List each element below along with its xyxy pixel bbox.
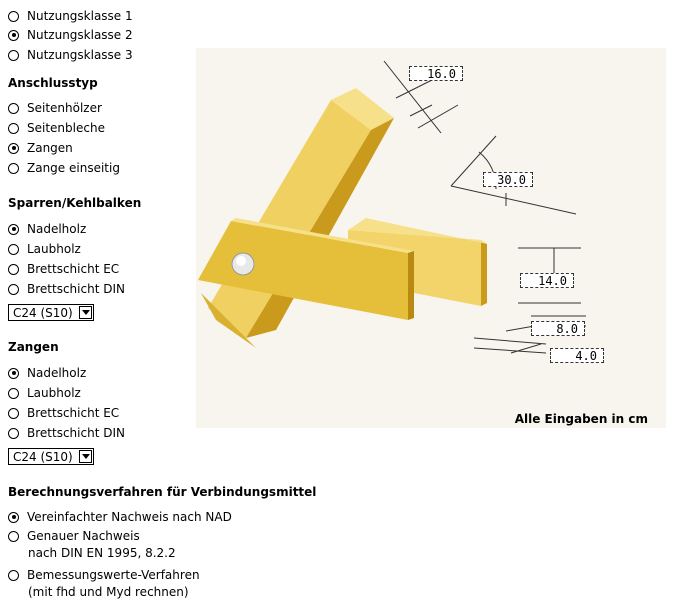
radio-circle[interactable] — [8, 428, 19, 439]
radio-seitenbleche[interactable] — [8, 120, 105, 136]
radio-label: Bemessungswerte-Verfahren — [27, 568, 200, 582]
dimension-value: 4.0 — [575, 348, 597, 363]
radio-circle[interactable] — [8, 11, 19, 22]
radio-label: Nutzungsklasse 2 — [27, 28, 133, 42]
anschlusstyp-heading: Anschlusstyp — [8, 76, 98, 90]
radio-vereinfachter-nachweis[interactable] — [8, 509, 232, 525]
radio-circle[interactable] — [8, 531, 19, 542]
zangen-heading: Zangen — [8, 340, 59, 354]
radio-label: Nutzungsklasse 3 — [27, 48, 133, 62]
radio-bemessungswerte-verfahren[interactable] — [8, 567, 200, 583]
radio-label: Laubholz — [27, 386, 81, 400]
radio-zangen-brettschicht-din[interactable] — [8, 425, 125, 441]
radio-circle[interactable] — [8, 388, 19, 399]
radio-label: Seitenhölzer — [27, 101, 102, 115]
radio-label: Zange einseitig — [27, 161, 120, 175]
radio-label: Genauer Nachweis — [27, 529, 140, 543]
sparren-heading: Sparren/Kehlbalken — [8, 196, 142, 210]
radio-circle[interactable] — [8, 163, 19, 174]
radio-label: Laubholz — [27, 242, 81, 256]
radio-label: Seitenbleche — [27, 121, 105, 135]
radio-circle[interactable] — [8, 512, 19, 523]
radio-sparren-nadelholz[interactable] — [8, 221, 86, 237]
radio-circle[interactable] — [8, 408, 19, 419]
radio-label: Brettschicht DIN — [27, 426, 125, 440]
radio-sparren-brettschicht-ec[interactable] — [8, 261, 119, 277]
radio-label: Brettschicht EC — [27, 406, 120, 420]
radio-circle[interactable] — [8, 224, 19, 235]
timber-illustration — [196, 48, 666, 428]
radio-label: Zangen — [27, 141, 73, 155]
dimension-value: 8.0 — [556, 321, 578, 336]
radio-label: Nutzungsklasse 1 — [27, 9, 133, 23]
zangen-material-select[interactable] — [8, 448, 94, 465]
dimension-value: 30.0 — [497, 172, 526, 187]
connection-diagram — [196, 48, 666, 428]
radio-circle[interactable] — [8, 284, 19, 295]
input-dimension-4[interactable] — [550, 348, 604, 363]
radio-label: Nadelholz — [27, 222, 87, 236]
radio-zangen-brettschicht-ec[interactable] — [8, 405, 119, 421]
dimension-value: 14.0 — [538, 273, 567, 288]
radio-label: Brettschicht EC — [27, 262, 120, 276]
input-dimension-16[interactable] — [409, 66, 463, 81]
input-dimension-14[interactable] — [520, 273, 574, 288]
radio-label: Brettschicht DIN — [27, 282, 125, 296]
radio-circle[interactable] — [8, 143, 19, 154]
select-value: C24 (S10) — [13, 449, 73, 464]
select-value: C24 (S10) — [13, 305, 73, 320]
bemessungswerte-subtext: (mit fhd und Myd rechnen) — [28, 585, 189, 599]
dimension-value: 16.0 — [427, 66, 456, 81]
radio-zangen[interactable] — [8, 140, 73, 156]
radio-label: Vereinfachter Nachweis nach NAD — [27, 510, 232, 524]
radio-circle[interactable] — [8, 264, 19, 275]
radio-label: Nadelholz — [27, 366, 87, 380]
bolt-icon — [232, 253, 254, 275]
radio-sparren-laubholz[interactable] — [8, 241, 81, 257]
radio-nutzungsklasse-2[interactable] — [8, 27, 133, 43]
genauer-nachweis-subtext: nach DIN EN 1995, 8.2.2 — [28, 546, 176, 560]
radio-circle[interactable] — [8, 103, 19, 114]
radio-circle[interactable] — [8, 30, 19, 41]
dropdown-arrow-icon[interactable] — [79, 450, 92, 463]
front-plank-side — [408, 251, 414, 320]
input-dimension-8[interactable] — [531, 321, 585, 336]
radio-zangen-laubholz[interactable] — [8, 385, 81, 401]
dropdown-arrow-icon[interactable] — [79, 306, 92, 319]
radio-nutzungsklasse-1[interactable] — [8, 8, 133, 24]
input-angle-30[interactable] — [483, 172, 533, 187]
radio-seitenhoelzer[interactable] — [8, 100, 102, 116]
verfahren-heading: Berechnungsverfahren für Verbindungsmittel — [8, 485, 317, 499]
dimension-lines — [384, 61, 586, 353]
back-plank-side — [481, 240, 487, 306]
radio-circle[interactable] — [8, 123, 19, 134]
radio-circle[interactable] — [8, 368, 19, 379]
sparren-material-select[interactable] — [8, 304, 94, 321]
radio-genauer-nachweis[interactable] — [8, 528, 140, 544]
radio-zangen-nadelholz[interactable] — [8, 365, 86, 381]
radio-circle[interactable] — [8, 50, 19, 61]
units-caption: Alle Eingaben in cm — [514, 412, 648, 426]
radio-circle[interactable] — [8, 244, 19, 255]
radio-zange-einseitig[interactable] — [8, 160, 120, 176]
radio-nutzungsklasse-3[interactable] — [8, 47, 133, 63]
radio-circle[interactable] — [8, 570, 19, 581]
radio-sparren-brettschicht-din[interactable] — [8, 281, 125, 297]
